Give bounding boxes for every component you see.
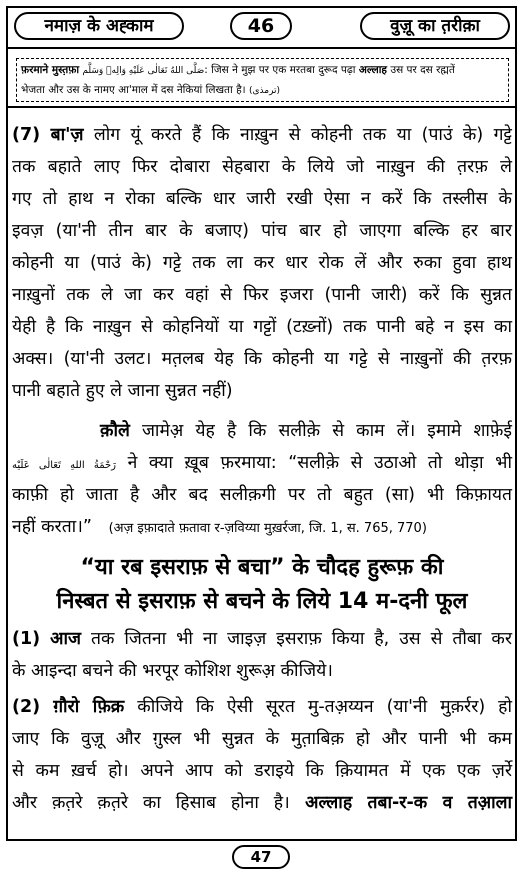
line-text: काफ़ी हो जाता है और बद सलीक़गी पर तो बहुत (सा) भी किफ़ायत xyxy=(12,485,512,505)
header-left-title: नमाज़ के अह्काम xyxy=(14,12,184,40)
line-text: अक्स। (या'नी उलट। मत़लब येह कि कोहनी या गट्टे से नाख़ुनों की त़रफ़ xyxy=(12,349,512,369)
notice-text-b: उस पर दस रह्मतें xyxy=(386,64,455,76)
line-text: नाख़ुनों तक ले जा कर वहां से फिर इजरा (पानी जारी) करें कि सुन्नत xyxy=(12,285,512,305)
notice-arabic: صَلَّى اللهُ تَعَالٰى عَلَيْهِ وَالِهٖ وَسَلَّم xyxy=(82,66,205,76)
line-text: येही है कि नाख़ुन से कोहनियों या गट्टों (टख़्नों) तक पानी बहे न इस का xyxy=(12,317,512,337)
point-lead: आज xyxy=(50,629,82,649)
paragraph-line xyxy=(12,376,512,406)
paragraph-line xyxy=(12,416,512,446)
notice-text-a: : जिस ने मुझ पर एक मरतबा दुरूद पढ़ा xyxy=(204,64,359,76)
paragraph-line xyxy=(12,312,512,342)
qaul-lead: क़ौले xyxy=(100,421,130,441)
line-text: पानी बहाते हुए ले जाना सुन्नत नहीं) xyxy=(12,381,233,401)
paragraph-line xyxy=(12,152,512,182)
point-number: (1) xyxy=(12,629,41,649)
paragraph-line xyxy=(12,280,512,310)
paragraph-line xyxy=(12,120,512,150)
point-number: (7) xyxy=(12,125,41,145)
line-text: कीजिये कि ऐसी सूरत मु-तअ़य्यन (या'नी मुक़र्रर) हो xyxy=(124,697,512,717)
notice-source: (ترمذی) xyxy=(248,86,281,96)
point-lead: ग़ौरो फ़िक्र xyxy=(53,697,125,717)
citation: (अज़ इफ़ादाते फ़तावा र-ज़विय्या मुख़र्रजा, जि. 1, स. 765, 770) xyxy=(108,521,427,536)
notice-label: फ़रमाने मुस्त़फ़ा xyxy=(21,64,80,76)
line-text: कोहनी या (पाउं के) गट्टे तक ला कर धार रोक लें और रुका हुवा हाथ xyxy=(12,253,512,273)
line-text: ने क्या ख़ूब फ़रमाया: “सलीक़े से उठाओ तो थोड़ा भी xyxy=(116,453,512,473)
notice-allah: अल्लाह xyxy=(358,64,387,76)
line-text: और क़त़रे क़त़रे का हिसाब होना है। xyxy=(12,793,290,813)
paragraph-line xyxy=(12,512,512,544)
paragraph-line xyxy=(12,756,512,786)
paragraph-line xyxy=(12,248,512,278)
line-text: जामेअ़ येह है कि सलीक़े से काम लें। इमामे शाफ़ेई xyxy=(129,421,512,441)
line-text: तक बहाते लाए फिर दोबारा सेहबारा के लिये जो नाख़ुन की त़रफ़ ले xyxy=(12,157,512,177)
section-heading-line2: निस्बत से इसराफ़ से बचने के लिये 14 म-दनी फूल xyxy=(56,589,468,614)
line-text: जाए कि वुज़ू और ग़ुस्ल भी सुन्नत के मुत़ाबिक़ हो और पानी भी कम xyxy=(12,729,512,749)
hadith-notice xyxy=(16,58,509,102)
notice-line2: भेजता और उस के नामए आ'माल में दस नेकियां लिखता है। xyxy=(21,84,246,96)
line-text: से कम ख़र्च हो। अपने आप को डराइये कि क़ियामत में एक एक ज़र्रे xyxy=(12,761,512,781)
line-text: गए तो हाथ न रोका बल्कि धार जारी रखी ऐसा न करें कि तस्लीस के xyxy=(12,189,512,209)
line-text: इवज़ (या'नी तीन बार के बजाए) पांच बार हो जाएगा बल्कि हर बार xyxy=(12,221,512,241)
header-divider xyxy=(6,47,517,49)
footer-page-number: 47 xyxy=(232,845,290,869)
paragraph-line xyxy=(12,184,512,214)
paragraph-line xyxy=(12,692,512,722)
point-lead: बा'ज़ xyxy=(50,125,84,145)
paragraph-line xyxy=(12,624,512,654)
paragraph-line xyxy=(12,788,512,818)
arabic-honorific: رَحْمَةُ اللهِ تَعَالٰى عَلَيْه xyxy=(12,460,116,471)
paragraph-line xyxy=(12,448,512,481)
line-text: तक जितना भी ना जाइज़ इसराफ़ किया है, उस से तौबा कर xyxy=(81,629,512,649)
paragraph-line xyxy=(12,216,512,246)
header-page-number: 46 xyxy=(230,12,292,40)
paragraph-line xyxy=(12,344,512,374)
paragraph-line xyxy=(12,656,512,686)
paragraph-line xyxy=(12,480,512,510)
line-text: लोग यूं करते हैं कि नाख़ुन से कोहनी तक या (पाउं के) गट्टे xyxy=(83,125,512,145)
header-right-title: वुज़ू का त़रीक़ा xyxy=(360,12,510,40)
section-heading-line1: “या रब इसराफ़ से बचा” के चौदह हुरूफ़ की xyxy=(80,555,444,580)
allah-phrase: अल्लाह तबा-र-क व तआ़ला xyxy=(289,793,512,813)
line-text: के आइन्दा बचने की भरपूर कोशिश शुरूअ़ कीजिये। xyxy=(12,661,333,681)
point-number: (2) xyxy=(12,697,41,717)
notice-divider xyxy=(6,106,517,108)
paragraph-line xyxy=(12,724,512,754)
line-text: नहीं करता।” xyxy=(12,517,92,537)
